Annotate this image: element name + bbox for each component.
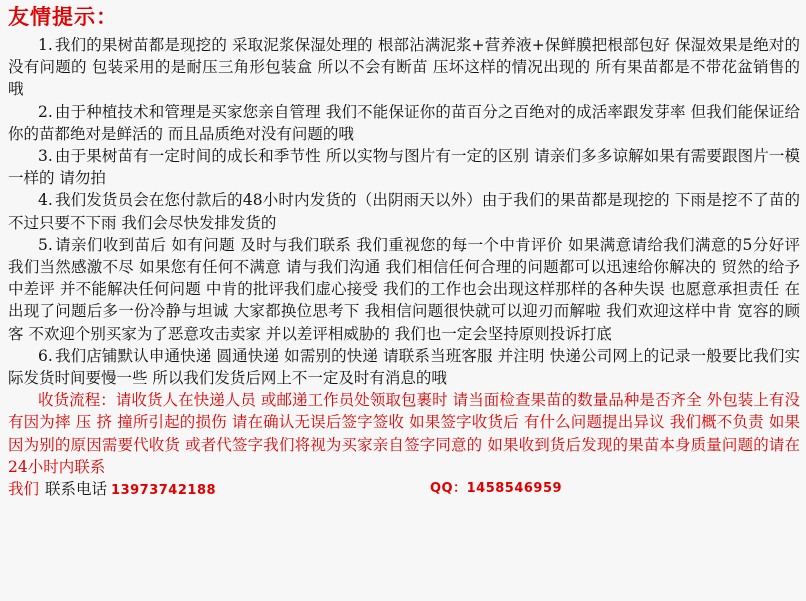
item-number: 4. [38,191,53,210]
contact-lead: 我们 [8,480,40,499]
notice-item-4 [8,189,800,233]
receipt-notice: 收货流程：请收货人在快递人员 或邮递工作员处领取包裹时 请当面检查果苗的数量品种是否齐全 外包装上有没有因为摔 压 挤 撞所引起的损伤 请在确认无误后签字签收 如果签字收货后 有什么问题提出异议 我们概不负责 如果因为别的原因需要代收货 或者代签字我们将视为买家亲自签字同意的 如果收到货后发现的果苗本身质量问题的请在24小时内联系 [8,391,800,476]
contact-qq: QQ：1458546959 [430,481,563,497]
notice-item-3 [8,145,800,189]
item-number: 3. [38,147,53,166]
item-text: 由于种植技术和管理是买家您亲自管理 我们不能保证你的苗百分之百绝对的成活率跟发芽率 但我们能保证给你的苗都绝对是鲜活的 而且品质绝对没有问题的哦 [8,102,800,143]
notice-title: 友情提示： [8,4,118,29]
contact-phone-number: 13973742188 [111,483,217,499]
item-text: 我们店铺默认申通快递 圆通快递 如需别的快递 请联系当班客服 并注明 快递公司网上的记录一般要比我们实际发货时间要慢一些 所以我们发货后网上不一定及时有消息的哦 [8,346,800,388]
notice-item-6 [8,345,800,389]
item-text: 我们发货员会在您付款后的48小时内发货的（出阴雨天以外）由于我们的果苗都是现挖的 下雨是挖不了苗的 不过只要不下雨 我们会尽快发排发货的 [8,191,800,232]
item-number: 6. [38,346,53,365]
notice-item-5 [8,234,800,345]
contact-line [8,478,800,502]
item-text: 由于果树苗有一定时间的成长和季节性 所以实物与图片有一定的区别 请亲们多多谅解如果有需要跟图片一模一样的 请勿拍 [8,147,800,188]
item-text: 请亲们收到苗后 如有问题 及时与我们联系 我们重视您的每一个中肯评价 如果满意请给我们满意的5分好评 我们当然感激不尽 如果您有任何不满意 请与我们沟通 我们相信任何合理的问题都可以迅速给你解决的 贸然的给予中差评 并不能解决任何问题 中肯的批评我们虚心接受 我们的工作也会出现这样那样的各种失误 也愿意承担责任 在出现了问题后多一份冷静与坦诚 大家都换位思考下 我相信问题很快就可以迎刃而解啦 我们欢迎这样中肯 宽容的顾客 不欢迎个别买家为了恶意攻击卖家 并以差评相威胁的 我们也一定会坚持原则投诉打底 [8,235,800,343]
item-text: 我们的果树苗都是现挖的 采取泥浆保湿处理的 根部沾满泥浆+营养液+保鲜膜把根部包好 保湿效果是绝对的没有问题的 包装采用的是耐压三角形包装盒 所以不会有断苗 压坏这样的情况出现的 所有果苗都是不带花盆销售的哦 [8,36,800,99]
item-number: 2. [38,102,53,121]
notice-item-1 [8,34,800,101]
item-number: 5. [38,235,53,254]
item-number: 1. [38,36,53,54]
contact-phone-label: 联系电话 [45,480,108,499]
notice-item-2 [8,101,800,145]
